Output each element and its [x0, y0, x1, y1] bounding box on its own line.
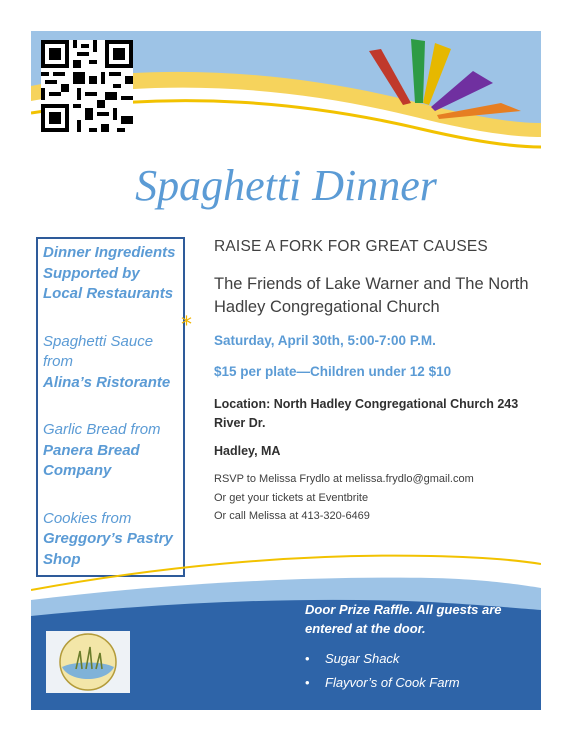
list-item [305, 647, 537, 671]
sponsor-item-lead: Cookies from [43, 509, 132, 527]
sponsor-item-name: Greggory’s Pastry Shop [43, 530, 173, 568]
sponsor-item-lead: Garlic Bread from [43, 421, 161, 438]
bullet-icon: • [305, 675, 310, 690]
bullet-icon: • [305, 651, 310, 666]
sidebar-intro: Dinner Ingredients Supported by Local Restaurants [43, 244, 176, 302]
prize-name: Flayvor’s of Cook Farm [325, 675, 460, 690]
event-location: Location: North Hadley Congregational Church 243 River Dr. [214, 397, 519, 430]
page-title: Spaghetti Dinner [135, 161, 437, 210]
sponsor-item [43, 420, 179, 482]
door-prize-raffle [305, 600, 537, 695]
sponsor-item-lead: Spaghetti Sauce from [43, 332, 154, 370]
event-price: $15 per plate—Children under 12 $10 [214, 364, 452, 379]
tagline: RAISE A FORK FOR GREAT CAUSES [214, 238, 488, 255]
sponsor-item-name: Panera Bread Company [43, 441, 140, 479]
prize-name: Sugar Shack [325, 651, 400, 666]
event-datetime: Saturday, April 30th, 5:00-7:00 P.M. [214, 333, 436, 348]
rsvp-tickets: Or get your tickets at Eventbrite [214, 491, 369, 504]
sponsors-sidebar [36, 237, 185, 577]
sponsor-item-name: Alina’s Ristorante [43, 373, 171, 391]
raffle-heading: Door Prize Raffle. All guests are entered at the door. [305, 602, 502, 636]
rsvp-info [214, 470, 544, 526]
lake-warner-logo [46, 631, 130, 693]
list-item [305, 671, 537, 695]
event-details [214, 237, 544, 526]
hosts: The Friends of Lake Warner and The North Hadley Congregational Church [214, 275, 529, 316]
event-town: Hadley, MA [214, 444, 281, 458]
sponsor-item [43, 332, 179, 394]
rsvp-phone: Or call Melissa at 413-320-6469 [214, 510, 370, 522]
qr-code-icon [41, 40, 133, 132]
rsvp-email: RSVP to Melissa Frydlo at melissa.frydlo@gmail.com [214, 473, 474, 485]
prize-list [305, 647, 537, 695]
asterisk-mark: * [181, 313, 192, 338]
